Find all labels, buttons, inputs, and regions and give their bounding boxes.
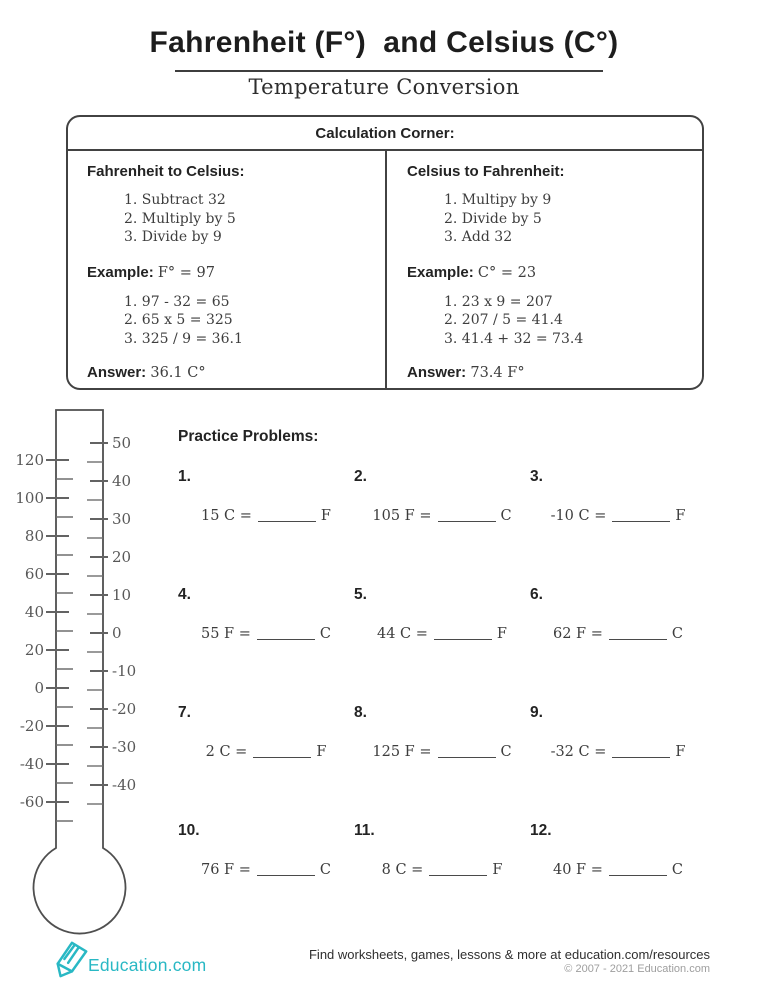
problem-number: 12. [530,822,552,839]
example-value: F° = 97 [157,264,216,281]
answer-blank[interactable] [438,510,496,522]
equation-unit: C [671,626,683,642]
celsius-scale-label: -30 [112,738,137,756]
equation-unit: F [675,508,686,524]
problem-equation [354,626,530,642]
conversion-step: 2. Multiply by 5 [124,210,236,227]
celsius-scale-label: 50 [112,434,132,452]
problem-equation [178,744,354,760]
problem-number: 3. [530,468,543,485]
equation-lhs: 62 F = [553,626,603,642]
equation-unit: C [500,744,512,760]
example-line [407,264,694,281]
equation-lhs: -32 C = [550,744,607,760]
celsius-scale-label: -10 [112,662,137,680]
thermometer-svg [0,393,160,953]
equation-lhs: 44 C = [377,626,428,642]
example-value: C° = 23 [477,264,537,281]
fahrenheit-scale-label: 100 [15,489,44,507]
answer-blank[interactable] [257,628,315,640]
equation-lhs: 76 F = [201,862,251,878]
conversion-step: 3. Divide by 9 [124,229,222,245]
worked-steps [444,293,694,349]
column-heading: Celsius to Fahrenheit: [407,163,565,180]
page-title: Fahrenheit (F°) and Celsius (C°) [149,26,619,59]
equation-unit: F [496,626,507,642]
equation-unit: F [320,508,331,524]
fahrenheit-scale-label: 60 [24,565,44,583]
example-line [87,264,377,281]
equation-unit: F [492,862,503,878]
equation-lhs: 8 C = [381,862,424,878]
equation-lhs: 55 F = [201,626,251,642]
fahrenheit-scale-label: 40 [24,603,44,621]
problem-number: 8. [354,704,367,721]
problem-cell [178,704,354,822]
calculation-corner-title: Calculation Corner: [68,117,702,151]
answer-line [407,364,694,381]
answer-blank[interactable] [612,510,670,522]
problem-number: 9. [530,704,543,721]
conversion-steps [124,191,377,247]
problem-number: 10. [178,822,200,839]
worked-steps [124,293,377,349]
footer-tagline: Find worksheets, games, lessons & more at education.com/resources [308,947,710,962]
equation-lhs: 15 C = [201,508,252,524]
problems-grid [178,468,706,940]
education-brand-text: Education.com [88,955,207,975]
equation-unit: C [319,626,331,642]
celsius-to-fahrenheit-column [385,151,702,389]
answer-blank[interactable] [434,628,492,640]
problem-cell [530,822,706,940]
example-label: Example: [407,263,474,281]
page-subtitle: Temperature Conversion [248,75,520,99]
problem-equation [354,508,530,524]
conversion-steps [444,191,694,247]
fahrenheit-to-celsius-column [68,151,385,389]
problem-cell [354,704,530,822]
worked-step: 3. 325 / 9 = 36.1 [124,330,243,347]
problem-equation [178,862,354,878]
problem-number: 4. [178,586,191,603]
problem-equation [530,626,706,642]
fahrenheit-scale-label: 80 [24,527,44,545]
answer-blank[interactable] [438,746,496,758]
problem-number: 11. [354,822,375,839]
celsius-scale-label: 0 [112,624,122,642]
problem-cell [178,822,354,940]
answer-blank[interactable] [257,864,315,876]
equation-lhs: 2 C = [205,744,248,760]
problem-cell [530,468,706,586]
worked-step: 2. 207 / 5 = 41.4 [444,312,563,328]
conversion-step: 1. Subtract 32 [124,192,226,208]
problem-equation [178,626,354,642]
celsius-scale-label: 30 [112,510,132,528]
problem-equation [530,744,706,760]
worked-step: 2. 65 x 5 = 325 [124,312,233,328]
equation-lhs: 125 F = [372,744,432,760]
calculation-columns [68,151,702,389]
problem-number: 7. [178,704,191,721]
equation-unit: C [319,862,331,878]
problem-equation [530,862,706,878]
problem-cell [178,586,354,704]
problem-cell [530,586,706,704]
problem-number: 5. [354,586,367,603]
answer-line [87,364,377,381]
problem-cell [354,468,530,586]
problem-cell [530,704,706,822]
conversion-step: 3. Add 32 [444,229,513,245]
calculation-corner-box [66,115,704,390]
answer-blank[interactable] [612,746,670,758]
problem-number: 6. [530,586,543,603]
equation-lhs: 105 F = [372,508,432,524]
fahrenheit-scale-label: -40 [19,755,44,773]
answer-blank[interactable] [253,746,311,758]
worked-step: 1. 23 x 9 = 207 [444,293,553,310]
fahrenheit-scale-label: -60 [19,793,44,811]
problem-cell [354,586,530,704]
problem-cell [354,822,530,940]
answer-label: Answer: [407,364,467,381]
fahrenheit-scale-label: 0 [34,679,44,697]
equation-lhs: 40 F = [553,862,603,878]
example-label: Example: [87,263,154,281]
problem-equation [354,744,530,760]
answer-value: 36.1 C° [150,365,206,381]
title-underline [175,70,603,72]
answer-blank[interactable] [258,510,316,522]
equation-unit: F [316,744,327,760]
problem-number: 1. [178,468,191,485]
conversion-step: 1. Multipy by 9 [444,192,552,208]
education-logo-icon [52,938,90,980]
answer-blank[interactable] [429,864,487,876]
celsius-scale-label: -20 [112,700,137,718]
celsius-scale-label: 20 [112,548,132,566]
worked-step: 3. 41.4 + 32 = 73.4 [444,330,584,347]
celsius-scale-label: 40 [112,472,132,490]
problem-number: 2. [354,468,367,485]
footer-copyright: © 2007 - 2021 Education.com [564,963,710,975]
equation-unit: C [500,508,512,524]
column-heading: Fahrenheit to Celsius: [87,163,245,180]
fahrenheit-scale-label: 120 [15,451,44,469]
practice-problems-heading: Practice Problems: [178,428,319,445]
equation-unit: C [671,862,683,878]
celsius-scale-label: 10 [112,586,132,604]
problem-equation [530,508,706,524]
fahrenheit-scale-label: 20 [24,641,44,659]
thermometer-scales [15,434,136,821]
problem-cell [178,468,354,586]
problem-equation [354,862,530,878]
answer-blank[interactable] [609,628,667,640]
equation-lhs: -10 C = [550,508,607,524]
answer-blank[interactable] [609,864,667,876]
conversion-step: 2. Divide by 5 [444,210,542,227]
fahrenheit-scale-label: -20 [19,717,44,735]
worked-step: 1. 97 - 32 = 65 [124,293,230,310]
answer-value: 73.4 F° [470,365,525,381]
equation-unit: F [675,744,686,760]
celsius-scale-label: -40 [112,776,137,794]
answer-label: Answer: [87,364,147,381]
problem-equation [178,508,354,524]
